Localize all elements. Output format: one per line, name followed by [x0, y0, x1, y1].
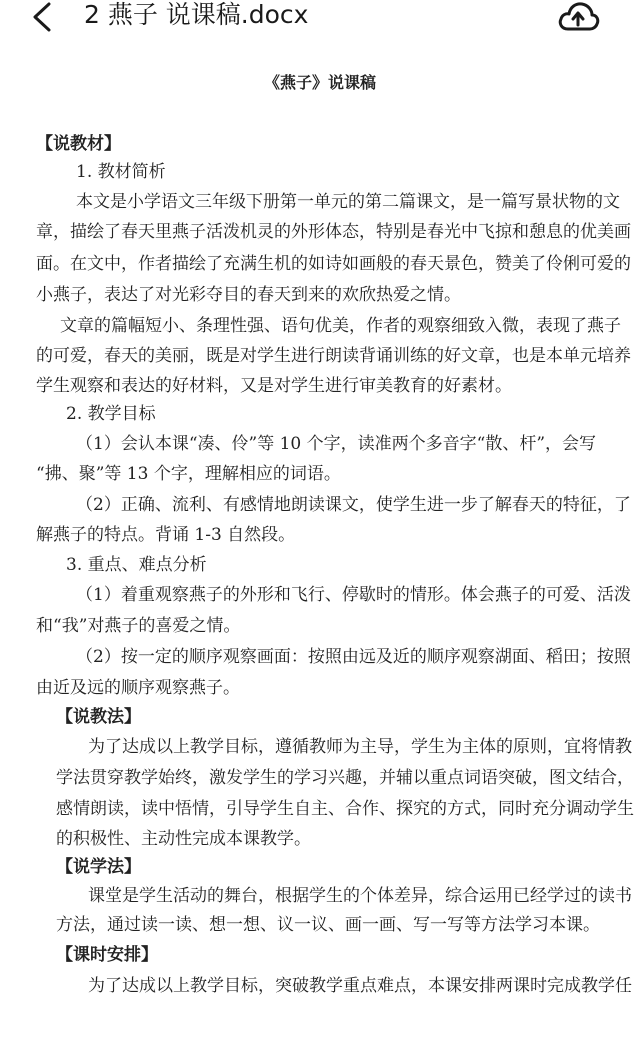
paragraph-line: 文章的篇幅短小、条理性强、语句优美，作者的观察细致入微，表现了燕子	[60, 316, 621, 336]
paragraph-line: 学生观察和表达的好材料，又是对学生进行审美教育的好素材。	[36, 376, 512, 396]
paragraph-line: 课堂是学生活动的舞台，根据学生的个体差异，综合运用已经学过的读书	[88, 886, 632, 906]
paragraph-line: 方法，通过读一读、想一想、议一议、画一画、写一写等方法学习本课。	[56, 915, 600, 935]
paragraph-line: 学法贯穿教学始终，激发学生的学习兴趣，并辅以重点词语突破，图文结合，	[56, 768, 634, 788]
paragraph-line: 的可爱，春天的美丽，既是对学生进行朗读背诵训练的好文章，也是本单元培养	[36, 346, 631, 366]
paragraph-line: “拂、聚”等 13 个字，理解相应的词语。	[36, 464, 341, 484]
paragraph-line: 章，描绘了春天里燕子活泼机灵的外形体态，特别是春光中飞掠和憩息的优美画	[36, 222, 631, 242]
document-heading: 《燕子》说课稿	[263, 73, 376, 92]
paragraph-line: （1）会认本课“凑、伶”等 10 个字，读准两个多音字“散、杆”，会写	[76, 434, 597, 454]
section-heading-jiaocai: 【说教材】	[36, 134, 121, 154]
paragraph-line: 本文是小学语文三年级下册第一单元的第二篇课文，是一篇写景状物的文	[76, 192, 620, 212]
subheading-jiaocai-jianxi: 1. 教材简析	[76, 162, 166, 182]
section-heading-keshi-anpai: 【课时安排】	[56, 945, 158, 965]
subheading-zhongdian-nandian: 3. 重点、难点分析	[66, 555, 207, 575]
paragraph-line: 和“我”对燕子的喜爱之情。	[36, 616, 241, 636]
paragraph-line: 小燕子，表达了对光彩夺目的春天到来的欢欣热爱之情。	[36, 285, 461, 305]
paragraph-line: 为了达成以上教学目标，遵循教师为主导，学生为主体的原则，宜将情教	[88, 737, 632, 757]
paragraph-line: （1）着重观察燕子的外形和飞行、停歇时的情形。体会燕子的可爱、活泼	[76, 585, 631, 605]
paragraph-line: 为了达成以上教学目标，突破教学重点难点，本课安排两课时完成教学任	[88, 976, 632, 996]
paragraph-line: 解燕子的特点。背诵 1-3 自然段。	[36, 525, 296, 545]
paragraph-line: 由近及远的顺序观察燕子。	[36, 678, 240, 698]
paragraph-line: 面。在文中，作者描绘了充满生机的如诗如画般的春天景色，赞美了伶俐可爱的	[36, 254, 631, 274]
subheading-jiaoxue-mubiao: 2. 教学目标	[66, 404, 156, 424]
paragraph-line: 的积极性、主动性完成本课教学。	[56, 829, 311, 849]
paragraph-line: （2）正确、流利、有感情地朗读课文，使学生进一步了解春天的特征，了	[76, 495, 631, 515]
document-title: 2 燕子 说课稿.docx	[84, 0, 309, 29]
paragraph-line: （2）按一定的顺序观察画面：按照由远及近的顺序观察湖面、稻田；按照	[76, 647, 631, 667]
paragraph-line: 感情朗读，读中悟情，引导学生自主、合作、探究的方式，同时充分调动学生	[56, 799, 634, 819]
section-heading-jiaofa: 【说教法】	[56, 707, 141, 727]
section-heading-xuefa: 【说学法】	[56, 857, 141, 877]
